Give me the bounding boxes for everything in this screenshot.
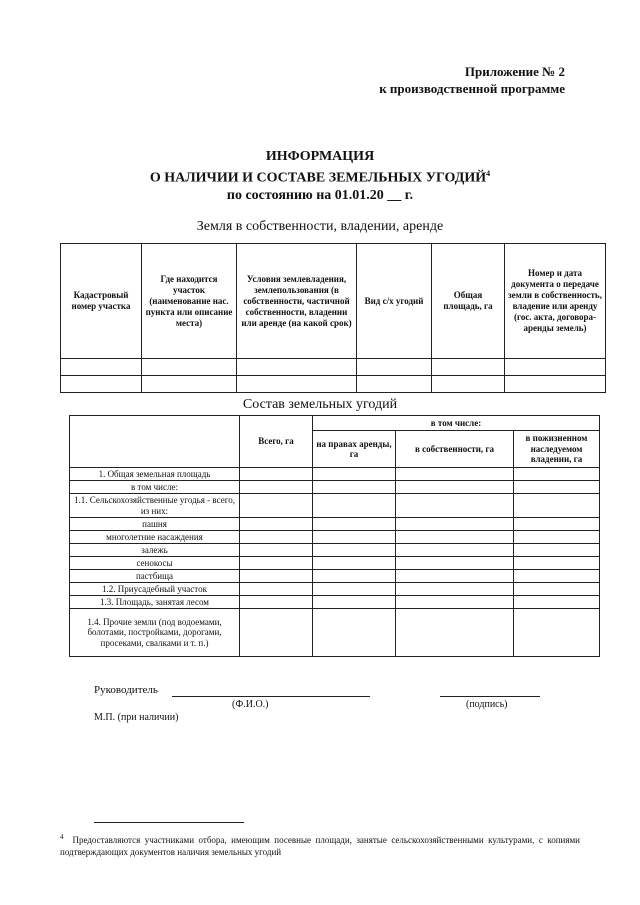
table-cell[interactable]	[514, 531, 600, 544]
table-cell[interactable]	[313, 468, 396, 481]
col-document: Номер и дата документа о передаче земли в собственность, владение или аренду (гос. акта, договора-аренды земель)	[505, 244, 606, 359]
land-ownership-table	[60, 243, 606, 393]
table-cell[interactable]	[505, 376, 606, 393]
title-line-2	[0, 165, 640, 187]
signature-line[interactable]	[440, 696, 540, 697]
table-cell[interactable]	[61, 376, 142, 393]
table-row	[70, 583, 600, 596]
table-cell[interactable]	[313, 544, 396, 557]
table-cell[interactable]	[237, 376, 357, 393]
document-title	[0, 148, 640, 204]
annex-line-1: Приложение № 2	[464, 64, 565, 79]
table-row	[61, 359, 606, 376]
row-label: пашня	[70, 518, 240, 531]
col-rights-lease: на правах аренды, га	[313, 431, 396, 468]
land-composition-table	[69, 415, 600, 657]
table-cell[interactable]	[237, 359, 357, 376]
table-cell[interactable]	[396, 557, 514, 570]
table-cell[interactable]	[313, 596, 396, 609]
row-label: пастбища	[70, 570, 240, 583]
table-cell[interactable]	[514, 557, 600, 570]
table-cell[interactable]	[313, 609, 396, 657]
table-cell[interactable]	[514, 518, 600, 531]
row-label: 1.3. Площадь, занятая лесом	[70, 596, 240, 609]
table-cell[interactable]	[357, 359, 432, 376]
table-cell[interactable]	[240, 609, 313, 657]
table-cell[interactable]	[240, 494, 313, 518]
col-total-area: Общая площадь, га	[432, 244, 505, 359]
row-label: сенокосы	[70, 557, 240, 570]
table-row	[70, 570, 600, 583]
table-cell[interactable]	[240, 518, 313, 531]
row-label: 1.1. Сельскохозяйственные угодья - всего, из них:	[70, 494, 240, 518]
table-cell[interactable]	[313, 481, 396, 494]
table-cell[interactable]	[240, 570, 313, 583]
table-cell[interactable]	[240, 481, 313, 494]
col-total: Всего, га	[240, 416, 313, 468]
table-cell[interactable]	[514, 481, 600, 494]
table-cell[interactable]	[514, 583, 600, 596]
footnote-separator	[94, 822, 244, 823]
table-cell[interactable]	[313, 531, 396, 544]
fio-line[interactable]	[172, 696, 370, 697]
title-footnote-mark: 4	[486, 169, 491, 178]
table-cell[interactable]	[514, 468, 600, 481]
annex-line-2: к производственной программе	[379, 81, 565, 96]
table-cell[interactable]	[396, 494, 514, 518]
annex-header	[379, 63, 565, 97]
stamp-label: М.П. (при наличии)	[94, 712, 179, 723]
table-cell[interactable]	[432, 376, 505, 393]
table-cell[interactable]	[61, 359, 142, 376]
table-cell[interactable]	[240, 468, 313, 481]
table-row	[70, 609, 600, 657]
table-row	[70, 518, 600, 531]
table-cell[interactable]	[505, 359, 606, 376]
row-label: 1. Общая земельная площадь	[70, 468, 240, 481]
table-cell[interactable]	[240, 583, 313, 596]
table-cell[interactable]	[357, 376, 432, 393]
table-cell[interactable]	[514, 544, 600, 557]
table-cell[interactable]	[396, 583, 514, 596]
table-row	[61, 376, 606, 393]
head-label: Руководитель	[94, 684, 158, 696]
col-lifetime-possession: в пожизненном наследуемом владении, га	[514, 431, 600, 468]
table-cell[interactable]	[396, 518, 514, 531]
table-cell[interactable]	[313, 583, 396, 596]
table-cell[interactable]	[396, 468, 514, 481]
table-cell[interactable]	[514, 494, 600, 518]
section2-heading: Состав земельных угодий	[242, 397, 398, 412]
table-header-row	[61, 244, 606, 359]
table-header-row	[70, 416, 600, 431]
col-land-type: Вид с/х угодий	[357, 244, 432, 359]
table-cell[interactable]	[396, 609, 514, 657]
table-cell[interactable]	[396, 570, 514, 583]
footnote-text: Предоставляются участниками отбора, имеющим посевные площади, занятые сельскохозяйственными культурами, с копиями подтверждающих документов наличия земельных угодий	[60, 835, 580, 857]
table-row	[70, 468, 600, 481]
title-line-2-text: О НАЛИЧИИ И СОСТАВЕ ЗЕМЕЛЬНЫХ УГОДИЙ	[149, 170, 487, 186]
table-row	[70, 544, 600, 557]
table-row	[70, 481, 600, 494]
table-cell[interactable]	[240, 557, 313, 570]
section1-heading: Земля в собственности, владении, аренде	[196, 219, 444, 234]
col-conditions: Условия землевладения, землепользования (в собственности, частичной собственности, владении или аренде (на какой срок)	[237, 244, 357, 359]
title-line-1: ИНФОРМАЦИЯ	[265, 149, 375, 164]
table-row	[70, 531, 600, 544]
table-cell[interactable]	[240, 531, 313, 544]
table-cell[interactable]	[313, 570, 396, 583]
row-label: многолетние насаждения	[70, 531, 240, 544]
col-cadastral-number: Кадастровый номер участка	[61, 244, 142, 359]
table-row	[70, 494, 600, 518]
footnote	[60, 831, 580, 858]
table-cell[interactable]	[313, 518, 396, 531]
table-cell[interactable]	[396, 481, 514, 494]
table-cell[interactable]	[142, 359, 237, 376]
row-label: в том числе:	[70, 481, 240, 494]
row-label: 1.4. Прочие земли (под водоемами, болотами, постройками, дорогами, просеками, свалками и т. п.)	[70, 609, 240, 657]
table-cell[interactable]	[514, 596, 600, 609]
table-row	[70, 557, 600, 570]
col-including: в том числе:	[313, 416, 600, 431]
table-cell[interactable]	[514, 570, 600, 583]
signature-label: (подпись)	[466, 699, 508, 710]
col-location: Где находится участок (наименование нас. пункта или описание места)	[142, 244, 237, 359]
table-cell[interactable]	[313, 494, 396, 518]
table-row	[70, 596, 600, 609]
table-cell[interactable]	[396, 531, 514, 544]
title-line-3: по состоянию на 01.01.20 __ г.	[226, 187, 414, 203]
header-empty	[70, 416, 240, 468]
table-cell[interactable]	[240, 596, 313, 609]
table-cell[interactable]	[432, 359, 505, 376]
table-cell[interactable]	[313, 557, 396, 570]
row-label: 1.2. Приусадебный участок	[70, 583, 240, 596]
table-cell[interactable]	[396, 596, 514, 609]
col-ownership: в собственности, га	[396, 431, 514, 468]
row-label: залежь	[70, 544, 240, 557]
fio-label: (Ф.И.О.)	[232, 699, 269, 710]
table-cell[interactable]	[514, 609, 600, 657]
table-cell[interactable]	[240, 544, 313, 557]
table-cell[interactable]	[142, 376, 237, 393]
table-cell[interactable]	[396, 544, 514, 557]
footnote-mark: 4	[60, 833, 64, 841]
